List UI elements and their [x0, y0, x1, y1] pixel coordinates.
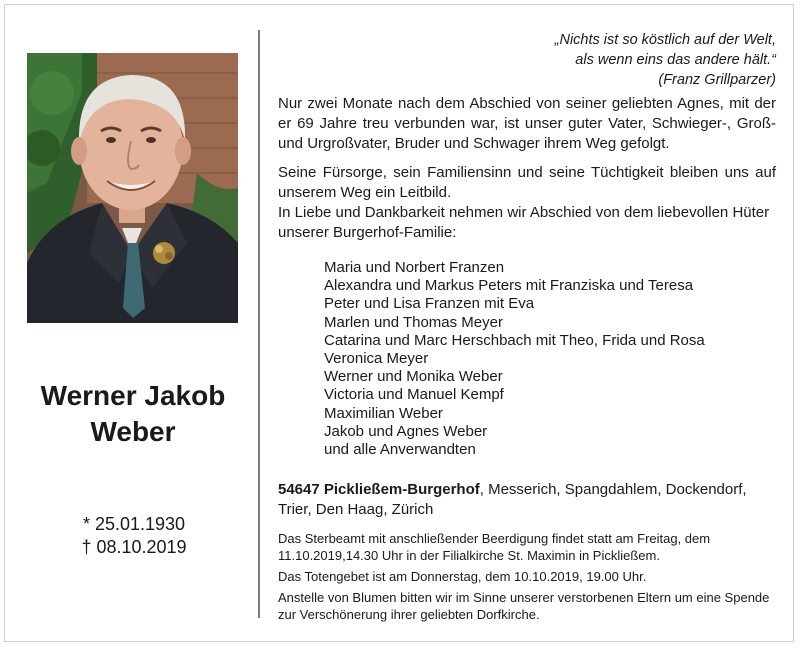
- list-item: Catarina und Marc Herschbach mit Theo, Frida und Rosa: [324, 331, 705, 349]
- vertical-divider: [258, 30, 260, 618]
- list-item: Veronica Meyer: [324, 350, 429, 368]
- paragraph-legacy: Seine Fürsorge, sein Familiensinn und seine Tüchtigkeit bleiben uns auf unserem Weg ein Leitbild.: [278, 164, 776, 201]
- place-line: [278, 480, 776, 520]
- death-date: † 08.10.2019: [81, 537, 187, 557]
- place-rest: , Messerich, Spangdahlem, Dockendorf, Trier, Den Haag, Zürich: [278, 481, 747, 518]
- place-bold: 54647 Pickließem-Burgerhof: [278, 481, 480, 498]
- portrait-photo: [27, 53, 238, 323]
- paragraph-farewell: Nur zwei Monate nach dem Abschied von seiner geliebten Agnes, mit der er 69 Jahre treu verbunden war, ist unser guter Vater, Schwieger-, Groß- und Urgroßvater, Bruder und Schwager ihrem Weg gefolgt.: [278, 95, 776, 152]
- notice-prayer: Das Totengebet ist am Donnerstag, dem 10.10.2019, 19.00 Uhr.: [278, 569, 647, 584]
- list-item: Peter und Lisa Franzen mit Eva: [324, 295, 535, 313]
- list-item: Maximilian Weber: [324, 404, 443, 422]
- notice-funeral: Das Sterbeamt mit anschließender Beerdigung findet statt am Freitag, dem 11.10.2019,14.30 Uhr in der Filialkirche St. Maximin in Pickließem.: [278, 531, 711, 563]
- list-item: Alexandra und Markus Peters mit Franziska und Teresa: [324, 277, 694, 295]
- name-line-2: Weber: [90, 416, 176, 447]
- quote-line-2: als wenn eins das andere hält.“: [575, 52, 776, 68]
- mourners-list: [324, 259, 705, 459]
- list-item: Maria und Norbert Franzen: [324, 259, 505, 276]
- quote-author: (Franz Grillparzer): [658, 72, 776, 88]
- deceased-name: [0, 378, 266, 450]
- name-line-1: Werner Jakob: [40, 380, 226, 411]
- quote-block: [278, 30, 776, 90]
- left-column: [0, 0, 258, 648]
- paragraph-dedication: In Liebe und Dankbarkeit nehmen wir Abschied von dem liebevollen Hüter unserer Burgerhof-Familie:: [278, 204, 770, 241]
- list-item: Jakob und Agnes Weber: [324, 422, 488, 440]
- list-item: Werner und Monika Weber: [324, 368, 503, 386]
- list-item: Victoria und Manuel Kempf: [324, 386, 504, 404]
- birth-date: * 25.01.1930: [82, 514, 186, 534]
- list-item: und alle Anverwandten: [324, 441, 476, 459]
- life-dates: [0, 513, 268, 559]
- notice-donation: Anstelle von Blumen bitten wir im Sinne unserer verstorbenen Eltern um eine Spende zur Verschönerung ihrer geliebten Dorfkirche.: [278, 590, 770, 622]
- quote-line-1: „Nichts ist so köstlich auf der Welt,: [554, 32, 776, 48]
- list-item: Marlen und Thomas Meyer: [324, 313, 503, 331]
- right-column: [278, 30, 776, 622]
